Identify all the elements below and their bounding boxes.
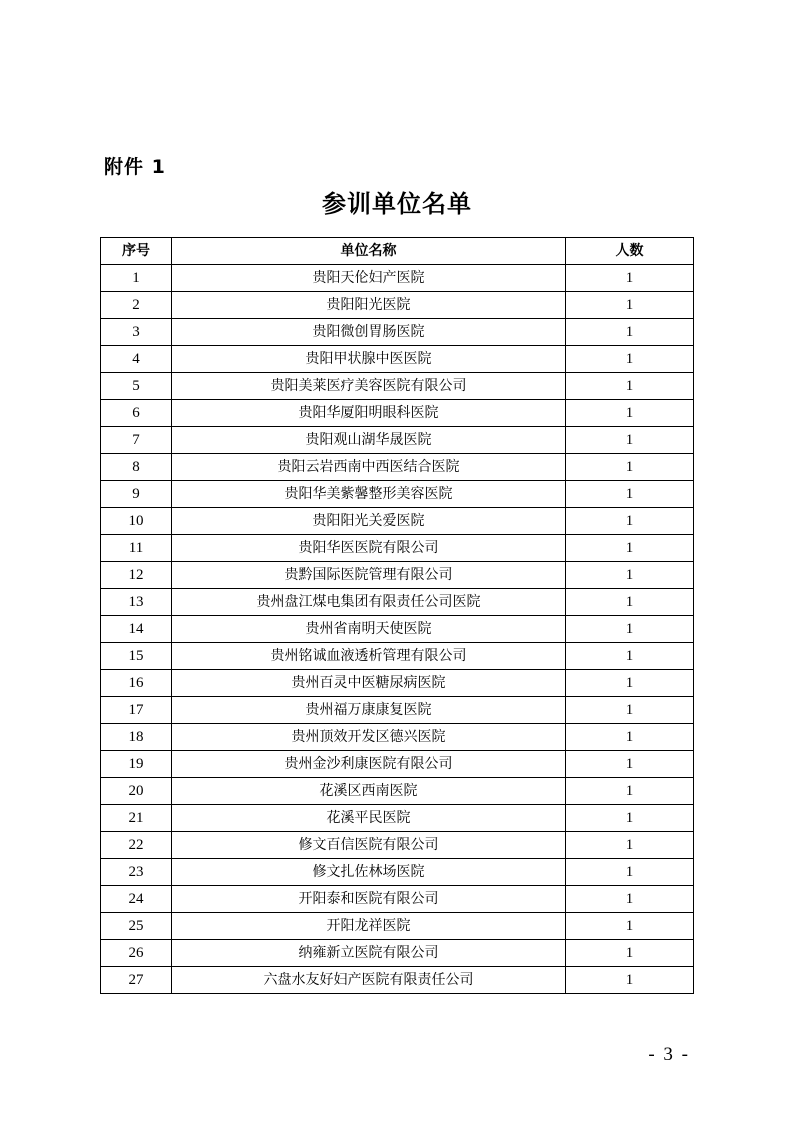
unit-name-cell: 贵州铭诚血液透析管理有限公司 — [172, 643, 566, 670]
table-header-row — [101, 238, 694, 265]
row-number-cell: 3 — [101, 319, 172, 346]
table-row — [101, 778, 694, 805]
table-row — [101, 886, 694, 913]
row-number-cell: 26 — [101, 940, 172, 967]
headcount-cell: 1 — [566, 454, 694, 481]
unit-name-cell: 花溪平民医院 — [172, 805, 566, 832]
row-number-cell: 19 — [101, 751, 172, 778]
table-row — [101, 616, 694, 643]
headcount-cell: 1 — [566, 751, 694, 778]
table-row — [101, 913, 694, 940]
headcount-cell: 1 — [566, 292, 694, 319]
unit-name-cell: 贵阳华美紫馨整形美容医院 — [172, 481, 566, 508]
table-row — [101, 724, 694, 751]
headcount-cell: 1 — [566, 319, 694, 346]
table-row — [101, 967, 694, 994]
unit-name-cell: 修文百信医院有限公司 — [172, 832, 566, 859]
headcount-cell: 1 — [566, 859, 694, 886]
row-number-cell: 2 — [101, 292, 172, 319]
table-row — [101, 427, 694, 454]
row-number-cell: 13 — [101, 589, 172, 616]
table-row — [101, 751, 694, 778]
headcount-cell: 1 — [566, 616, 694, 643]
unit-name-cell: 贵阳天伦妇产医院 — [172, 265, 566, 292]
unit-name-cell: 花溪区西南医院 — [172, 778, 566, 805]
headcount-cell: 1 — [566, 940, 694, 967]
row-number-cell: 25 — [101, 913, 172, 940]
headcount-cell: 1 — [566, 535, 694, 562]
unit-name-cell: 修文扎佐林场医院 — [172, 859, 566, 886]
headcount-cell: 1 — [566, 778, 694, 805]
headcount-cell: 1 — [566, 697, 694, 724]
unit-name-cell: 开阳泰和医院有限公司 — [172, 886, 566, 913]
table-row — [101, 832, 694, 859]
headcount-cell: 1 — [566, 373, 694, 400]
document-title: 参训单位名单 — [322, 190, 472, 218]
row-number-cell: 17 — [101, 697, 172, 724]
row-number-cell: 14 — [101, 616, 172, 643]
unit-name-cell: 贵州盘江煤电集团有限责任公司医院 — [172, 589, 566, 616]
unit-name-cell: 贵阳观山湖华晟医院 — [172, 427, 566, 454]
headcount-cell: 1 — [566, 967, 694, 994]
headcount-cell: 1 — [566, 832, 694, 859]
headcount-cell: 1 — [566, 346, 694, 373]
unit-name-cell: 纳雍新立医院有限公司 — [172, 940, 566, 967]
table-row — [101, 454, 694, 481]
row-number-cell: 18 — [101, 724, 172, 751]
headcount-cell: 1 — [566, 886, 694, 913]
page-number: - 3 - — [648, 1044, 690, 1065]
table-row — [101, 346, 694, 373]
headcount-cell: 1 — [566, 913, 694, 940]
row-number-cell: 16 — [101, 670, 172, 697]
unit-name-cell: 贵州福万康康复医院 — [172, 697, 566, 724]
table-row — [101, 481, 694, 508]
headcount-cell: 1 — [566, 481, 694, 508]
table-row — [101, 508, 694, 535]
unit-name-cell: 开阳龙祥医院 — [172, 913, 566, 940]
row-number-cell: 1 — [101, 265, 172, 292]
table-row — [101, 643, 694, 670]
row-number-cell: 21 — [101, 805, 172, 832]
column-header-headcount: 人数 — [566, 238, 694, 265]
table-row — [101, 400, 694, 427]
unit-name-cell: 贵阳阳光医院 — [172, 292, 566, 319]
table-row — [101, 562, 694, 589]
table-row — [101, 589, 694, 616]
unit-name-cell: 贵阳阳光关爱医院 — [172, 508, 566, 535]
unit-name-cell: 贵阳微创胃肠医院 — [172, 319, 566, 346]
table-row — [101, 535, 694, 562]
headcount-cell: 1 — [566, 805, 694, 832]
row-number-cell: 23 — [101, 859, 172, 886]
headcount-cell: 1 — [566, 724, 694, 751]
unit-name-cell: 贵阳云岩西南中西医结合医院 — [172, 454, 566, 481]
headcount-cell: 1 — [566, 643, 694, 670]
table-row — [101, 697, 694, 724]
row-number-cell: 12 — [101, 562, 172, 589]
column-header-unit-name: 单位名称 — [172, 238, 566, 265]
participant-units-table — [100, 237, 694, 994]
row-number-cell: 6 — [101, 400, 172, 427]
table-row — [101, 292, 694, 319]
headcount-cell: 1 — [566, 589, 694, 616]
column-header-number: 序号 — [101, 238, 172, 265]
table-row — [101, 373, 694, 400]
row-number-cell: 8 — [101, 454, 172, 481]
row-number-cell: 24 — [101, 886, 172, 913]
row-number-cell: 11 — [101, 535, 172, 562]
table-row — [101, 805, 694, 832]
unit-name-cell: 六盘水友好妇产医院有限责任公司 — [172, 967, 566, 994]
unit-name-cell: 贵州顶效开发区德兴医院 — [172, 724, 566, 751]
unit-name-cell: 贵阳美莱医疗美容医院有限公司 — [172, 373, 566, 400]
row-number-cell: 4 — [101, 346, 172, 373]
unit-name-cell: 贵黔国际医院管理有限公司 — [172, 562, 566, 589]
headcount-cell: 1 — [566, 508, 694, 535]
headcount-cell: 1 — [566, 562, 694, 589]
unit-name-cell: 贵州金沙利康医院有限公司 — [172, 751, 566, 778]
row-number-cell: 22 — [101, 832, 172, 859]
row-number-cell: 10 — [101, 508, 172, 535]
row-number-cell: 15 — [101, 643, 172, 670]
unit-name-cell: 贵阳华医医院有限公司 — [172, 535, 566, 562]
row-number-cell: 9 — [101, 481, 172, 508]
table-body — [101, 265, 694, 994]
table-row — [101, 319, 694, 346]
headcount-cell: 1 — [566, 670, 694, 697]
row-number-cell: 27 — [101, 967, 172, 994]
table-row — [101, 670, 694, 697]
headcount-cell: 1 — [566, 265, 694, 292]
row-number-cell: 20 — [101, 778, 172, 805]
headcount-cell: 1 — [566, 400, 694, 427]
table-row — [101, 265, 694, 292]
unit-name-cell: 贵阳华厦阳明眼科医院 — [172, 400, 566, 427]
unit-name-cell: 贵州省南明天使医院 — [172, 616, 566, 643]
table-row — [101, 940, 694, 967]
table-row — [101, 859, 694, 886]
unit-name-cell: 贵州百灵中医糖尿病医院 — [172, 670, 566, 697]
row-number-cell: 5 — [101, 373, 172, 400]
attachment-label: 附件 1 — [104, 156, 166, 178]
unit-name-cell: 贵阳甲状腺中医医院 — [172, 346, 566, 373]
headcount-cell: 1 — [566, 427, 694, 454]
row-number-cell: 7 — [101, 427, 172, 454]
